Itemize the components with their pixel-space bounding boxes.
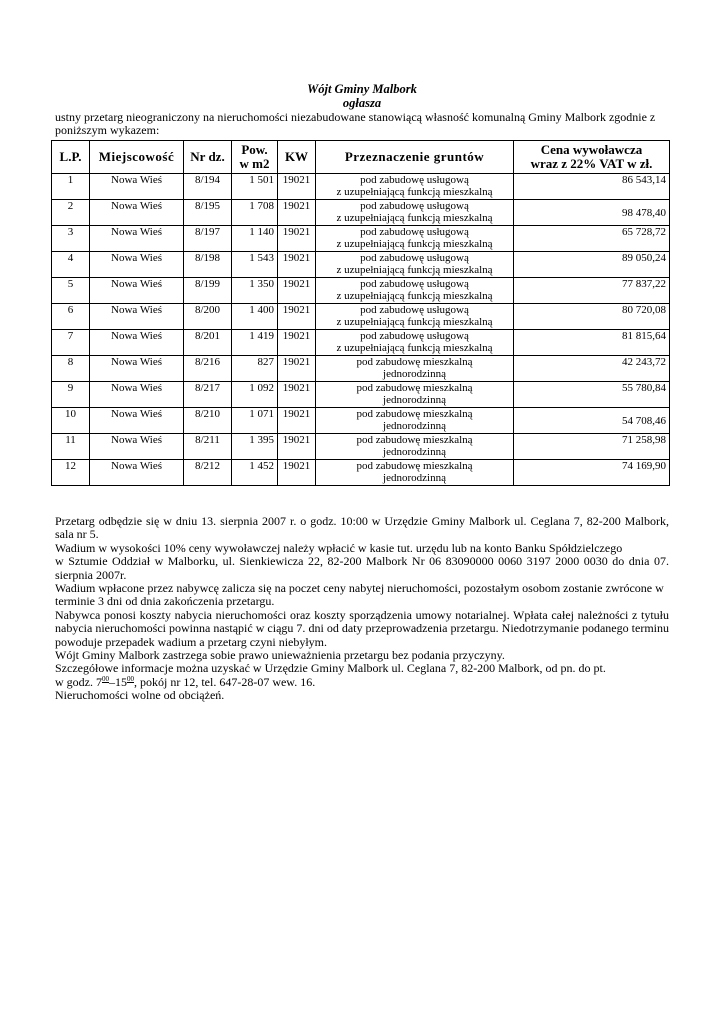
purpose-line-2: z uzupełniającą funkcją mieszkalną: [336, 212, 493, 224]
table-row: [52, 278, 670, 304]
cell-lp: 6: [52, 304, 90, 330]
cell-price: 74 169,90: [514, 460, 670, 486]
cell-parcel-number: 8/199: [184, 278, 232, 304]
table-header-row: [52, 141, 670, 174]
cell-parcel-number: 8/212: [184, 460, 232, 486]
cell-parcel-number: 8/195: [184, 200, 232, 226]
cell-parcel-number: 8/197: [184, 226, 232, 252]
cell-kw: 19021: [278, 330, 316, 356]
cell-area: 1 140: [232, 226, 278, 252]
cell-town: Nowa Wieś: [90, 330, 184, 356]
cell-parcel-number: 8/198: [184, 252, 232, 278]
cell-kw: 19021: [278, 460, 316, 486]
cell-kw: 19021: [278, 200, 316, 226]
table-row: [52, 356, 670, 382]
header-area: [232, 141, 278, 174]
purpose-line-1: pod zabudowę usługową: [360, 278, 469, 290]
cell-price: 77 837,22: [514, 278, 670, 304]
table-row: [52, 200, 670, 226]
note-costs: Nabywca ponosi koszty nabycia nieruchomości oraz koszty sporządzenia umowy notarialnej. Wpłata całej należności z tytułu nabycia nieruchomości powinna nastąpić w ciągu 7. dni od daty przeprowadzenia przetargu. Niedotrzymanie podanego terminu powoduje przepadek wadium a przetarg czyni niebyłym.: [55, 607, 669, 649]
cell-kw: 19021: [278, 278, 316, 304]
table-row: [52, 460, 670, 486]
cell-parcel-number: 8/200: [184, 304, 232, 330]
purpose-line-2: jednorodzinną: [383, 420, 446, 432]
cell-parcel-number: 8/217: [184, 382, 232, 408]
cell-town: Nowa Wieś: [90, 382, 184, 408]
header-price-line2: wraz z 22% VAT w zł.: [530, 156, 653, 171]
table-body: [52, 174, 670, 486]
purpose-line-2: jednorodzinną: [383, 368, 446, 380]
cell-town: Nowa Wieś: [90, 408, 184, 434]
hours-sup-start: 00: [102, 674, 109, 683]
cell-area: 1 543: [232, 252, 278, 278]
purpose-line-2: jednorodzinną: [383, 446, 446, 458]
cell-area: 1 395: [232, 434, 278, 460]
table-row: [52, 382, 670, 408]
cell-lp: 11: [52, 434, 90, 460]
note-info-line1: Szczegółowe informacje można uzyskać w Urzędzie Gminy Malbork ul. Ceglana 7, 82-200 Malbork, od pn. do pt.: [55, 661, 606, 676]
cell-area: 1 350: [232, 278, 278, 304]
header-price-line1: Cena wywoławcza: [540, 142, 643, 157]
cell-town: Nowa Wieś: [90, 304, 184, 330]
cell-parcel-number: 8/210: [184, 408, 232, 434]
note-deposit-return: Wadium wpłacone przez nabywcę zalicza się na poczet ceny nabytej nieruchomości, pozostałym osobom zostanie zwrócone w terminie 3 dni od dnia zakończenia przetargu.: [55, 581, 664, 609]
purpose-line-1: pod zabudowę mieszkalną: [356, 356, 473, 368]
header-area-line1: Pow.: [241, 142, 268, 157]
cell-area: 1 400: [232, 304, 278, 330]
cell-town: Nowa Wieś: [90, 356, 184, 382]
cell-area: 1 452: [232, 460, 278, 486]
cell-lp: 9: [52, 382, 90, 408]
cell-area: 1 071: [232, 408, 278, 434]
header-kw: KW: [278, 141, 316, 174]
header-area-line2: w m2: [239, 156, 270, 171]
table-row: [52, 304, 670, 330]
header-price: [514, 141, 670, 174]
cell-lp: 5: [52, 278, 90, 304]
note-encumbrance: Nieruchomości wolne od obciążeń.: [55, 688, 225, 703]
purpose-line-2: z uzupełniającą funkcją mieszkalną: [336, 342, 493, 354]
header-lp: L.P.: [52, 141, 90, 174]
cell-lp: 1: [52, 174, 90, 200]
cell-town: Nowa Wieś: [90, 174, 184, 200]
table-row: [52, 408, 670, 434]
cell-parcel-number: 8/211: [184, 434, 232, 460]
purpose-line-1: pod zabudowę usługową: [360, 252, 469, 264]
purpose-line-2: z uzupełniającą funkcją mieszkalną: [336, 290, 493, 302]
header-purpose: Przeznaczenie gruntów: [316, 141, 514, 174]
purpose-line-1: pod zabudowę usługową: [360, 330, 469, 342]
cell-kw: 19021: [278, 226, 316, 252]
cell-lp: 7: [52, 330, 90, 356]
hours-dash: –15: [109, 674, 127, 689]
cell-parcel-number: 8/194: [184, 174, 232, 200]
intro-text: ustny przetarg nieograniczony na nieruchomości niezabudowane stanowiącą własność komunalną Gminy Malbork zgodnie z poniższym wykazem:: [55, 110, 656, 137]
cell-price: 89 050,24: [514, 252, 670, 278]
cell-price: 81 815,64: [514, 330, 670, 356]
cell-town: Nowa Wieś: [90, 200, 184, 226]
document-title: Wójt Gminy Malbork: [307, 82, 417, 96]
property-table: [51, 140, 670, 486]
table-row: [52, 330, 670, 356]
cell-price: 42 243,72: [514, 356, 670, 382]
purpose-line-1: pod zabudowę mieszkalną: [356, 460, 473, 472]
cell-purpose: [316, 330, 514, 356]
header-parcel-number: Nr dz.: [184, 141, 232, 174]
cell-kw: 19021: [278, 174, 316, 200]
cell-price: 55 780,84: [514, 382, 670, 408]
document-subtitle: ogłasza: [342, 96, 382, 110]
cell-price: 80 720,08: [514, 304, 670, 330]
cell-town: Nowa Wieś: [90, 278, 184, 304]
cell-area: 827: [232, 356, 278, 382]
hours-sup-end: 00: [127, 674, 134, 683]
cell-kw: 19021: [278, 434, 316, 460]
purpose-line-2: z uzupełniającą funkcją mieszkalną: [336, 264, 493, 276]
cell-parcel-number: 8/216: [184, 356, 232, 382]
purpose-line-2: z uzupełniającą funkcją mieszkalną: [336, 238, 493, 250]
cell-price: 65 728,72: [514, 226, 670, 252]
table-row: [52, 226, 670, 252]
purpose-line-1: pod zabudowę usługową: [360, 200, 469, 212]
note-deposit-line1: Wadium w wysokości 10% ceny wywoławczej należy wpłacić w kasie tut. urzędu lub na konto Banku Spółdzielczego: [55, 540, 623, 555]
table-row: [52, 174, 670, 200]
cell-lp: 10: [52, 408, 90, 434]
purpose-line-2: z uzupełniającą funkcją mieszkalną: [336, 186, 493, 198]
note-auction-date: Przetarg odbędzie się w dniu 13. sierpnia 2007 r. o godz. 10:00 w Urzędzie Gminy Malbork ul. Ceglana 7, 82-200 Malbork, sala nr 5.: [55, 514, 669, 542]
cell-purpose: [316, 226, 514, 252]
notes-section: [55, 515, 669, 703]
cell-purpose: [316, 278, 514, 304]
cell-lp: 8: [52, 356, 90, 382]
cell-price: 71 258,98: [514, 434, 670, 460]
note-deposit-line2: w Sztumie Oddział w Malborku, ul. Sienkiewicza 22, 82-200 Malbork Nr 06 83090000 0060 3197 2000 0030 do dnia 07. sierpnia 2007r.: [55, 554, 669, 582]
cell-kw: 19021: [278, 382, 316, 408]
cell-purpose: [316, 408, 514, 434]
purpose-line-1: pod zabudowę mieszkalną: [356, 434, 473, 446]
cell-purpose: [316, 200, 514, 226]
purpose-line-1: pod zabudowę usługową: [360, 226, 469, 238]
cell-purpose: [316, 356, 514, 382]
cell-purpose: [316, 304, 514, 330]
cell-town: Nowa Wieś: [90, 226, 184, 252]
purpose-line-1: pod zabudowę mieszkalną: [356, 408, 473, 420]
purpose-line-2: jednorodzinną: [383, 472, 446, 484]
hours-suffix: , pokój nr 12, tel. 647-28-07 wew. 16.: [134, 674, 316, 689]
cell-parcel-number: 8/201: [184, 330, 232, 356]
note-annulment: Wójt Gminy Malbork zastrzega sobie prawo unieważnienia przetargu bez podania przyczyny.: [55, 648, 505, 663]
purpose-line-1: pod zabudowę usługową: [360, 304, 469, 316]
cell-area: 1 092: [232, 382, 278, 408]
cell-kw: 19021: [278, 356, 316, 382]
hours-prefix: w godz. 7: [55, 674, 102, 689]
cell-purpose: [316, 252, 514, 278]
note-office-hours: [55, 676, 669, 689]
cell-purpose: [316, 460, 514, 486]
cell-area: 1 419: [232, 330, 278, 356]
cell-lp: 2: [52, 200, 90, 226]
cell-price: 98 478,40: [514, 200, 670, 226]
cell-town: Nowa Wieś: [90, 434, 184, 460]
cell-price: 86 543,14: [514, 174, 670, 200]
purpose-line-1: pod zabudowę usługową: [360, 174, 469, 186]
purpose-line-1: pod zabudowę mieszkalną: [356, 382, 473, 394]
cell-area: 1 501: [232, 174, 278, 200]
cell-purpose: [316, 434, 514, 460]
table-row: [52, 252, 670, 278]
cell-kw: 19021: [278, 408, 316, 434]
cell-purpose: [316, 382, 514, 408]
cell-purpose: [316, 174, 514, 200]
cell-lp: 3: [52, 226, 90, 252]
table-row: [52, 434, 670, 460]
cell-lp: 4: [52, 252, 90, 278]
cell-kw: 19021: [278, 252, 316, 278]
header-town: Miejscowość: [90, 141, 184, 174]
purpose-line-2: z uzupełniającą funkcją mieszkalną: [336, 316, 493, 328]
cell-town: Nowa Wieś: [90, 460, 184, 486]
cell-lp: 12: [52, 460, 90, 486]
purpose-line-2: jednorodzinną: [383, 394, 446, 406]
cell-kw: 19021: [278, 304, 316, 330]
cell-price: 54 708,46: [514, 408, 670, 434]
cell-area: 1 708: [232, 200, 278, 226]
cell-town: Nowa Wieś: [90, 252, 184, 278]
